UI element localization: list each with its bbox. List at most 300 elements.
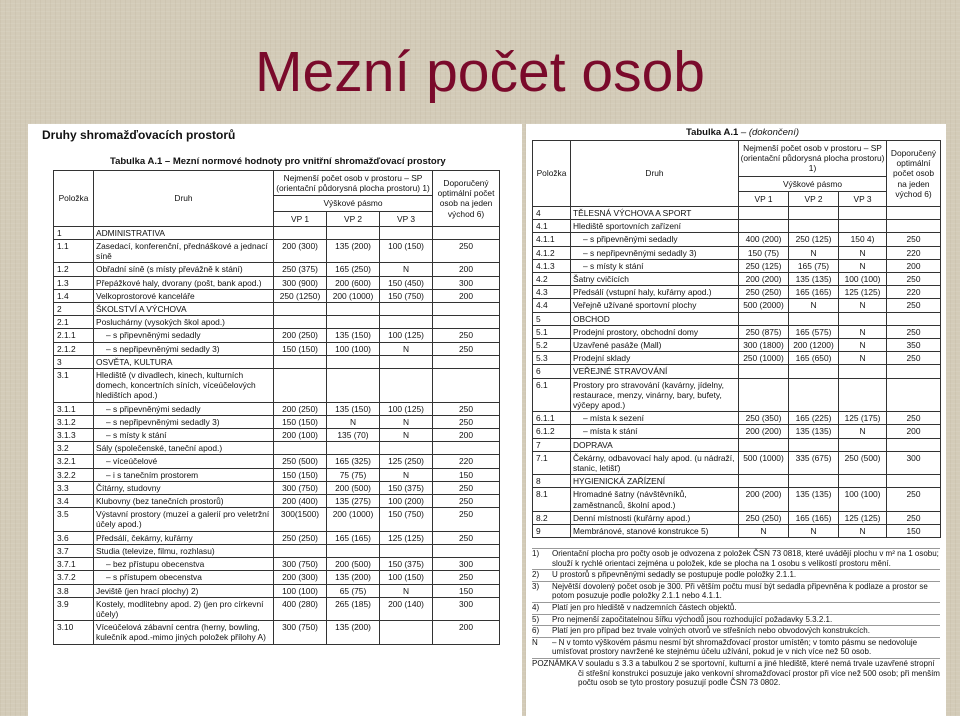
cell-doporuceny: 200 <box>433 621 500 644</box>
cell-vp2: 165 (165) <box>327 531 380 544</box>
cell-vp3 <box>839 365 887 378</box>
table-row <box>533 365 941 378</box>
cell-polozka: 6.1.1 <box>533 412 571 425</box>
cell-polozka: 3.1.1 <box>54 402 94 415</box>
table-row <box>54 597 500 620</box>
cell-polozka: 3.7 <box>54 544 94 557</box>
cell-vp2 <box>789 365 839 378</box>
cell-vp1: 400 (200) <box>739 233 789 246</box>
cell-polozka: 3.2.2 <box>54 468 94 481</box>
cell-doporuceny <box>887 378 941 412</box>
header-vp1: VP 1 <box>274 211 327 226</box>
cell-vp1: 200 (250) <box>274 402 327 415</box>
cell-polozka: 4.3 <box>533 286 571 299</box>
cell-vp2: 135 (150) <box>327 402 380 415</box>
cell-vp1 <box>274 355 327 368</box>
cell-vp2 <box>789 207 839 220</box>
cell-doporuceny: 250 <box>433 508 500 531</box>
table-row <box>54 544 500 557</box>
cell-doporuceny <box>887 438 941 451</box>
cell-vp2: 165 (650) <box>789 352 839 365</box>
cell-druh: Předsálí (vstupní haly, kuřárny apod.) <box>571 286 739 299</box>
cell-polozka: 9 <box>533 525 571 538</box>
cell-vp1: 300 (750) <box>274 621 327 644</box>
cell-polozka: 4.1.2 <box>533 246 571 259</box>
cell-vp1 <box>739 220 789 233</box>
cell-druh: – bez přístupu obecenstva <box>94 558 274 571</box>
header-vp3: VP 3 <box>839 191 887 206</box>
cell-polozka: 1.2 <box>54 263 94 276</box>
cell-vp3 <box>839 207 887 220</box>
cell-doporuceny: 250 <box>433 329 500 342</box>
cell-doporuceny: 200 <box>433 289 500 302</box>
cell-vp1 <box>739 365 789 378</box>
cell-vp3: 150 4) <box>839 233 887 246</box>
cell-druh: Čekárny, odbavovací haly apod. (u nádraží, stanic, letišť) <box>571 451 739 474</box>
cell-vp3: N <box>839 246 887 259</box>
cell-vp2: 200 (1200) <box>789 339 839 352</box>
header-polozka: Položka <box>54 171 94 227</box>
cell-vp1: 150 (150) <box>274 468 327 481</box>
cell-druh: HYGIENICKÁ ZAŘÍZENÍ <box>571 475 739 488</box>
cell-druh: Hromadné šatny (návštěvníků, zaměstnanců, školní apod.) <box>571 488 739 511</box>
cell-doporuceny: 250 <box>433 571 500 584</box>
cell-doporuceny <box>887 312 941 325</box>
table-row <box>533 312 941 325</box>
cell-vp3 <box>380 316 433 329</box>
header-druh: Druh <box>571 141 739 207</box>
cell-druh: – s připevněnými sedadly <box>94 329 274 342</box>
cell-vp1: 150 (75) <box>739 246 789 259</box>
cell-vp2: 335 (675) <box>789 451 839 474</box>
cell-druh: Předsálí, čekárny, kuřárny <box>94 531 274 544</box>
cell-vp3: 125 (125) <box>839 511 887 524</box>
header-vp1: VP 1 <box>739 191 789 206</box>
cell-druh: – s přístupem obecenstva <box>94 571 274 584</box>
footnote <box>532 548 940 569</box>
cell-vp2 <box>789 220 839 233</box>
cell-vp2: 165 (75) <box>789 259 839 272</box>
header-doporuceny: Doporučený optimální počet osob na jeden východ 6) <box>433 171 500 227</box>
table-row <box>54 481 500 494</box>
cell-vp2: 135 (135) <box>789 488 839 511</box>
cell-vp1: 200 (200) <box>739 273 789 286</box>
cell-vp1: 200 (200) <box>739 425 789 438</box>
cell-vp1: 200 (200) <box>739 488 789 511</box>
cell-doporuceny: 350 <box>887 339 941 352</box>
cell-doporuceny: 150 <box>433 584 500 597</box>
cell-vp3: N <box>839 352 887 365</box>
cell-vp3 <box>380 544 433 557</box>
cell-druh: TĚLESNÁ VÝCHOVA A SPORT <box>571 207 739 220</box>
cell-vp3 <box>839 438 887 451</box>
cell-vp3: 150 (450) <box>380 276 433 289</box>
table-row <box>533 220 941 233</box>
table-row <box>533 299 941 312</box>
cell-polozka: 3.1.3 <box>54 429 94 442</box>
caption-bold: Tabulka A.1 <box>686 127 739 138</box>
cell-vp3 <box>839 220 887 233</box>
cell-vp3: N <box>380 468 433 481</box>
cell-polozka: 2.1.1 <box>54 329 94 342</box>
cell-vp2 <box>327 226 380 239</box>
cell-polozka: 7.1 <box>533 451 571 474</box>
cell-druh: ADMINISTRATIVA <box>94 226 274 239</box>
cell-polozka: 5.3 <box>533 352 571 365</box>
cell-vp2: 250 (125) <box>789 233 839 246</box>
cell-druh: Hlediště sportovních zařízení <box>571 220 739 233</box>
header-nejmensi-pocet: Nejmenší počet osob v prostoru – SP (orientační půdorysná plocha prostoru) 1) <box>739 141 887 177</box>
cell-doporuceny: 250 <box>433 342 500 355</box>
cell-vp3: 100 (200) <box>380 495 433 508</box>
table-row <box>533 425 941 438</box>
cell-polozka: 1 <box>54 226 94 239</box>
footnote-text: Pro nejmenší započitatelnou šířku východů jsou rozhodující požadavky 5.3.2.1. <box>552 614 833 624</box>
header-vp3: VP 3 <box>380 211 433 226</box>
cell-druh: Uzavřené pasáže (Mall) <box>571 339 739 352</box>
cell-doporuceny: 250 <box>433 402 500 415</box>
table-row <box>533 451 941 474</box>
cell-druh: Kostely, modlitebny apod. 2) (jen pro církevní účely) <box>94 597 274 620</box>
cell-vp3: 150 (375) <box>380 481 433 494</box>
table-row <box>54 621 500 644</box>
cell-vp3: 150 (750) <box>380 289 433 302</box>
cell-polozka: 4 <box>533 207 571 220</box>
table-row <box>54 303 500 316</box>
cell-polozka: 4.1.1 <box>533 233 571 246</box>
cell-doporuceny: 250 <box>887 233 941 246</box>
footnote-marker: N <box>532 637 538 647</box>
table-row <box>54 226 500 239</box>
header-vyskove-pasmo: Výškové pásmo <box>274 196 433 211</box>
footnote-marker: 5) <box>532 614 540 624</box>
cell-vp2: 165 (575) <box>789 325 839 338</box>
limits-table-continued <box>532 140 941 538</box>
cell-vp2: 200 (500) <box>327 481 380 494</box>
cell-vp1: 250 (500) <box>274 455 327 468</box>
table-row <box>54 355 500 368</box>
table-row <box>54 558 500 571</box>
cell-vp3 <box>380 226 433 239</box>
table-row <box>54 442 500 455</box>
table-row <box>533 412 941 425</box>
cell-polozka: 1.1 <box>54 240 94 263</box>
cell-doporuceny <box>433 544 500 557</box>
cell-vp2: N <box>789 299 839 312</box>
footnote-text: U prostorů s připevněnými sedadly se postupuje podle položky 2.1.1. <box>552 570 797 580</box>
footnote <box>532 658 940 689</box>
cell-polozka: 5 <box>533 312 571 325</box>
cell-vp3 <box>380 369 433 403</box>
cell-vp2: 135 (275) <box>327 495 380 508</box>
cell-vp3: N <box>839 339 887 352</box>
cell-polozka: 8.2 <box>533 511 571 524</box>
footnote-marker: 2) <box>532 570 540 580</box>
cell-polozka: 3.5 <box>54 508 94 531</box>
cell-vp2: 135 (70) <box>327 429 380 442</box>
header-nejmensi-pocet: Nejmenší počet osob v prostoru – SP (orientační půdorysná plocha prostoru) 1) <box>274 171 433 196</box>
cell-vp1: 300(1500) <box>274 508 327 531</box>
cell-vp3 <box>380 442 433 455</box>
cell-vp2 <box>327 316 380 329</box>
cell-vp3: N <box>839 325 887 338</box>
cell-vp2: 165 (225) <box>789 412 839 425</box>
cell-doporuceny: 200 <box>433 263 500 276</box>
cell-druh: – místa k stání <box>571 425 739 438</box>
cell-polozka: 6.1 <box>533 378 571 412</box>
cell-vp3: 250 (500) <box>839 451 887 474</box>
cell-druh: – i s tanečním prostorem <box>94 468 274 481</box>
footnotes <box>532 548 940 689</box>
cell-vp1: 300 (750) <box>274 558 327 571</box>
cell-polozka: 3.1.2 <box>54 415 94 428</box>
cell-polozka: 4.1.3 <box>533 259 571 272</box>
cell-druh: – s nepřipevněnými sedadly 3) <box>571 246 739 259</box>
table-row <box>54 240 500 263</box>
cell-vp1 <box>739 438 789 451</box>
cell-polozka: 4.2 <box>533 273 571 286</box>
cell-vp2: 135 (200) <box>327 571 380 584</box>
caption-text: Tabulka A.1 – Mezní normové hodnoty pro vnitřní shromažďovací prostory <box>110 156 446 167</box>
cell-druh: DOPRAVA <box>571 438 739 451</box>
cell-vp2 <box>327 355 380 368</box>
table-row <box>54 455 500 468</box>
table-row <box>54 289 500 302</box>
cell-doporuceny <box>887 475 941 488</box>
cell-polozka: 8.1 <box>533 488 571 511</box>
slide-title: Mezní počet osob <box>255 40 705 104</box>
cell-vp3: 100 (150) <box>380 571 433 584</box>
cell-druh: Obřadní síně (s místy převážně k stání) <box>94 263 274 276</box>
table-row <box>54 329 500 342</box>
cell-vp3: N <box>380 584 433 597</box>
cell-druh: Posluchárny (vysokých škol apod.) <box>94 316 274 329</box>
footnote-marker: 4) <box>532 602 540 612</box>
cell-vp3: 200 (140) <box>380 597 433 620</box>
cell-polozka: 7 <box>533 438 571 451</box>
table-row <box>54 468 500 481</box>
cell-polozka: 3.2 <box>54 442 94 455</box>
cell-doporuceny <box>887 207 941 220</box>
footnote <box>532 569 940 581</box>
cell-vp1: 250 (250) <box>274 531 327 544</box>
cell-druh: Jeviště (jen hrací plochy) 2) <box>94 584 274 597</box>
cell-vp2: 75 (75) <box>327 468 380 481</box>
footnote-text: Největší dovolený počet osob je 300. Při větším počtu musí být sedadla připevněna k podlaze a prostor se potom posuzuje podle položky 2.1.1 nebo 4.1.1. <box>552 581 928 601</box>
footnote-text: V souladu s 3.3 a tabulkou 2 se sportovní, kulturní a jiné hlediště, které nemá trvale uzavřené stropní či střešní konstrukci posuzuje jako venkovní shromažďovací prostor při více než 500 osob; při menším počtu osob se tyto prostory posuzují podle ČSN 73 0802. <box>578 658 940 688</box>
footnote-text: Platí jen pro hlediště v nadzemních částech objektů. <box>552 602 737 612</box>
header-vp2: VP 2 <box>789 191 839 206</box>
cell-polozka: 4.4 <box>533 299 571 312</box>
cell-vp1 <box>274 226 327 239</box>
cell-vp3 <box>380 355 433 368</box>
cell-vp3: N <box>839 525 887 538</box>
cell-vp2 <box>327 442 380 455</box>
cell-druh: Čítárny, studovny <box>94 481 274 494</box>
table-row <box>54 276 500 289</box>
cell-doporuceny: 150 <box>433 468 500 481</box>
cell-vp1 <box>274 369 327 403</box>
cell-vp1 <box>274 544 327 557</box>
cell-doporuceny: 150 <box>887 525 941 538</box>
footnote-text: Orientační plocha pro počty osob je odvozena z položek ČSN 73 0818, které uvádějí plochu v m² na 1 osobu; slouží k rychlé orientaci zejména u položek, kde se plocha na 1 osobu s velikostí prostoru mění. <box>552 549 939 568</box>
table-row <box>533 488 941 511</box>
cell-vp1: 300 (900) <box>274 276 327 289</box>
cell-vp1: 100 (100) <box>274 584 327 597</box>
cell-vp3 <box>839 475 887 488</box>
cell-vp1: 250 (1000) <box>739 352 789 365</box>
cell-doporuceny: 300 <box>887 451 941 474</box>
table-row <box>54 369 500 403</box>
cell-vp2: N <box>789 246 839 259</box>
cell-vp3: N <box>380 415 433 428</box>
cell-druh: Prodejní prostory, obchodní domy <box>571 325 739 338</box>
cell-vp3: 100 (150) <box>380 240 433 263</box>
cell-vp3 <box>380 621 433 644</box>
cell-vp3: 100 (100) <box>839 273 887 286</box>
cell-doporuceny <box>433 369 500 403</box>
header-vyskove-pasmo: Výškové pásmo <box>739 176 887 191</box>
cell-polozka: 3.6 <box>54 531 94 544</box>
cell-druh: Prostory pro stravování (kavárny, jídelny, restaurace, menzy, vinárny, bary, bufety, výčepy apod.) <box>571 378 739 412</box>
footnote <box>532 637 940 658</box>
cell-vp3: N <box>380 429 433 442</box>
cell-vp1: 250 (250) <box>739 286 789 299</box>
cell-vp3: N <box>380 263 433 276</box>
cell-vp2: 200 (1000) <box>327 289 380 302</box>
cell-doporuceny: 250 <box>887 352 941 365</box>
table-caption <box>110 156 446 167</box>
footnote-text: Platí jen pro případ bez trvale volných otvorů ve střešních nebo obvodových konstrukcích. <box>552 626 870 636</box>
table-row <box>533 325 941 338</box>
footnote-marker: 1) <box>532 549 540 558</box>
cell-vp2: N <box>789 525 839 538</box>
cell-vp3: N <box>839 299 887 312</box>
cell-doporuceny <box>887 365 941 378</box>
table-row <box>533 525 941 538</box>
table-row <box>54 584 500 597</box>
cell-vp1 <box>274 303 327 316</box>
cell-vp2 <box>327 303 380 316</box>
table-row <box>54 316 500 329</box>
cell-druh: – víceúčelové <box>94 455 274 468</box>
scanned-page-left <box>28 124 522 716</box>
cell-vp2: 200 (500) <box>327 558 380 571</box>
cell-vp1 <box>739 312 789 325</box>
cell-polozka: 3.3 <box>54 481 94 494</box>
table-row <box>54 571 500 584</box>
cell-polozka: 3 <box>54 355 94 368</box>
table-row <box>54 495 500 508</box>
cell-vp3: N <box>839 259 887 272</box>
cell-druh: OBCHOD <box>571 312 739 325</box>
cell-doporuceny: 300 <box>433 558 500 571</box>
cell-polozka: 2 <box>54 303 94 316</box>
cell-doporuceny: 200 <box>887 425 941 438</box>
cell-doporuceny: 250 <box>887 511 941 524</box>
cell-vp2: 135 (135) <box>789 273 839 286</box>
table-row <box>533 339 941 352</box>
table-row <box>54 415 500 428</box>
cell-polozka: 5.1 <box>533 325 571 338</box>
cell-vp2 <box>789 312 839 325</box>
table-row <box>533 511 941 524</box>
cell-polozka: 3.2.1 <box>54 455 94 468</box>
cell-vp3: 125 (250) <box>380 455 433 468</box>
cell-vp1: 200 (100) <box>274 429 327 442</box>
cell-doporuceny: 250 <box>887 325 941 338</box>
cell-vp2: 135 (200) <box>327 240 380 263</box>
cell-vp2 <box>327 369 380 403</box>
cell-doporuceny: 200 <box>433 429 500 442</box>
cell-vp1: 250 (250) <box>739 511 789 524</box>
cell-vp1: 500 (2000) <box>739 299 789 312</box>
cell-vp1 <box>274 442 327 455</box>
cell-vp2: 165 (165) <box>789 286 839 299</box>
cell-vp3: 125 (125) <box>380 531 433 544</box>
cell-doporuceny: 300 <box>433 276 500 289</box>
cell-vp2 <box>789 378 839 412</box>
cell-vp1 <box>274 316 327 329</box>
cell-vp1: 400 (280) <box>274 597 327 620</box>
table-row <box>54 531 500 544</box>
cell-polozka: 6 <box>533 365 571 378</box>
cell-polozka: 3.7.1 <box>54 558 94 571</box>
cell-polozka: 4.1 <box>533 220 571 233</box>
table-row <box>54 508 500 531</box>
cell-vp3: N <box>380 342 433 355</box>
cell-vp2: 135 (135) <box>789 425 839 438</box>
cell-vp2: 165 (165) <box>789 511 839 524</box>
cell-vp2: 65 (75) <box>327 584 380 597</box>
cell-doporuceny: 250 <box>433 240 500 263</box>
cell-vp2: 200 (1000) <box>327 508 380 531</box>
cell-druh: Výstavní prostory (muzeí a galerií pro veletržní účely apod.) <box>94 508 274 531</box>
footnote <box>532 625 940 637</box>
cell-vp1: 250 (875) <box>739 325 789 338</box>
cell-doporuceny: 220 <box>433 455 500 468</box>
scanned-page-right <box>526 124 946 716</box>
cell-druh: – místa k sezení <box>571 412 739 425</box>
cell-vp3: 100 (100) <box>839 488 887 511</box>
cell-vp1: 200 (250) <box>274 329 327 342</box>
header-druh: Druh <box>94 171 274 227</box>
cell-polozka: 8 <box>533 475 571 488</box>
cell-druh: – s připevněnými sedadly <box>94 402 274 415</box>
cell-vp3: N <box>839 425 887 438</box>
footnote-text: – N v tomto výškovém pásmu nesmí být shromažďovací prostor umístěn; v tomto pásmu se nedovoluje umísťovat prostory navržené ke stejnému účelu užívání, pokud je v nich více než 50 osob. <box>552 637 918 657</box>
cell-vp3: 150 (750) <box>380 508 433 531</box>
header-vp2: VP 2 <box>327 211 380 226</box>
caption-rest: – (dokončení) <box>738 127 799 138</box>
cell-druh: Veřejně užívané sportovní plochy <box>571 299 739 312</box>
cell-vp2: N <box>327 415 380 428</box>
footnote-marker: 3) <box>532 581 540 591</box>
cell-polozka: 3.1 <box>54 369 94 403</box>
table-row <box>533 475 941 488</box>
cell-vp3 <box>839 378 887 412</box>
table-row <box>533 273 941 286</box>
cell-doporuceny: 250 <box>887 412 941 425</box>
cell-vp1: 500 (1000) <box>739 451 789 474</box>
header-polozka: Položka <box>533 141 571 207</box>
cell-vp2 <box>789 475 839 488</box>
cell-doporuceny: 220 <box>887 246 941 259</box>
cell-druh: Přepážkové haly, dvorany (pošt, bank apod.) <box>94 276 274 289</box>
cell-vp3: 100 (125) <box>380 329 433 342</box>
table-row <box>533 378 941 412</box>
table-row <box>533 438 941 451</box>
